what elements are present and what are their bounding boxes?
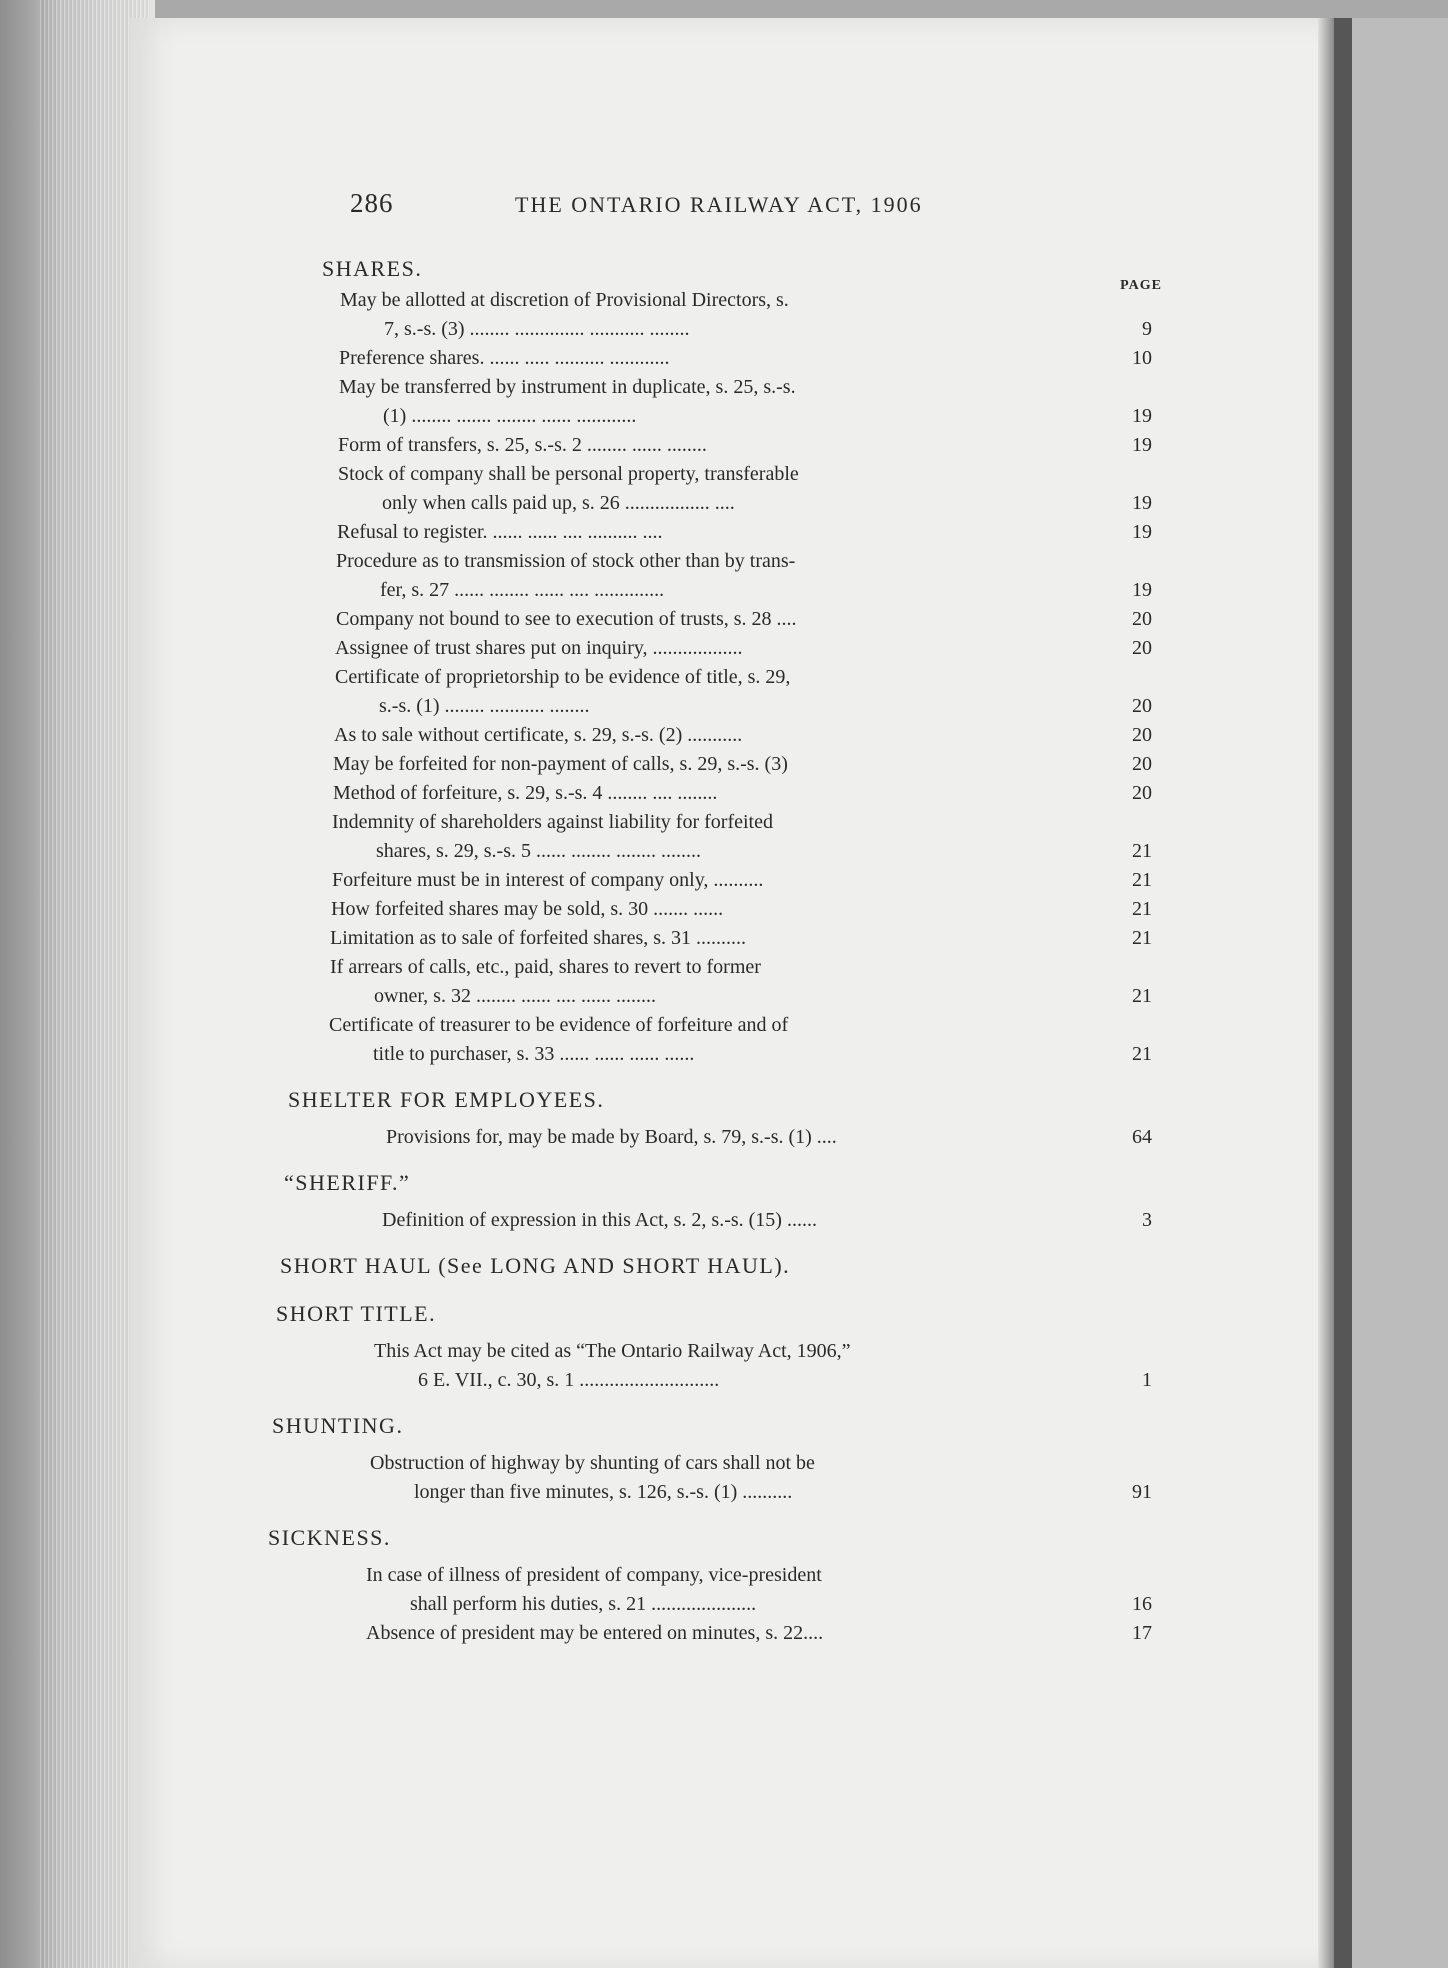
index-entry [322,866,1162,895]
index-entry [322,1449,1162,1507]
entry-text: Absence of president may be entered on minutes, s. 22.... [366,1622,824,1644]
entry-continuation: owner, s. 32 ........ ...... .... ...... ........ [374,985,656,1007]
section-heading: SHORT HAUL (See LONG AND SHORT HAUL). [280,1253,791,1278]
entry-text: Obstruction of highway by shunting of cars shall not be [370,1452,815,1474]
index-content [268,252,1162,1648]
index-section [268,1521,1162,1648]
entry-text: Assignee of trust shares put on inquiry, .................. [335,637,743,659]
entry-text: Procedure as to transmission of stock other than by trans- [336,550,796,572]
index-entry [322,750,1162,779]
entry-continuation: 7, s.-s. (3) ........ .............. ........... ........ [384,318,690,340]
entry-text: Definition of expression in this Act, s. 2, s.-s. (15) ...... [382,1209,817,1231]
entry-page-number: 19 [1132,434,1152,456]
entry-continuation: only when calls paid up, s. 26 ................. .... [382,492,735,514]
scan-top-edge [0,0,1448,18]
entry-page-number: 1 [1142,1369,1152,1391]
entry-text: Stock of company shall be personal property, transferable [338,463,799,485]
entry-page-number: 20 [1132,637,1152,659]
section-heading: SHARES. [322,256,423,281]
entry-text: If arrears of calls, etc., paid, shares to revert to former [330,956,761,978]
entry-text: As to sale without certificate, s. 29, s.-s. (2) ........... [334,724,743,746]
index-entry [322,953,1162,1011]
index-entry [322,431,1162,460]
entry-page-number: 64 [1132,1126,1152,1148]
entry-page-number: 19 [1132,521,1152,543]
entry-page-number: 91 [1132,1481,1152,1503]
entry-text: Company not bound to see to execution of trusts, s. 28 .... [336,608,797,630]
entry-page-number: 16 [1132,1593,1152,1615]
entry-text: This Act may be cited as “The Ontario Railway Act, 1906,” [374,1340,851,1362]
entry-page-number: 3 [1142,1209,1152,1231]
entry-text: May be transferred by instrument in duplicate, s. 25, s.-s. [339,376,796,398]
index-entry [322,286,1162,344]
index-section [288,1083,1162,1152]
index-entry [322,808,1162,866]
book-spine-bar [1334,18,1352,1968]
index-entry [322,721,1162,750]
index-section [280,1249,1162,1283]
entry-text: In case of illness of president of company, vice-president [366,1564,822,1586]
entry-page-number: 21 [1132,1043,1152,1065]
entry-text: May be allotted at discretion of Provisional Directors, s. [340,289,789,311]
page-number: 286 [350,188,394,218]
entry-page-number: 20 [1132,724,1152,746]
index-entry [322,1206,1162,1235]
entry-page-number: 20 [1132,695,1152,717]
entry-page-number: 20 [1132,608,1152,630]
entry-page-number: 17 [1132,1622,1152,1644]
entry-page-number: 21 [1132,985,1152,1007]
entry-page-number: 19 [1132,492,1152,514]
entry-page-number: 20 [1132,753,1152,775]
entry-continuation: shall perform his duties, s. 21 ..................... [410,1593,757,1615]
running-title: THE ONTARIO RAILWAY ACT, 1906 [515,192,923,217]
entry-continuation: fer, s. 27 ...... ........ ...... .... .............. [380,579,665,601]
entry-text: Indemnity of shareholders against liability for forfeited [332,811,773,833]
index-section [322,252,1162,1069]
entry-continuation: longer than five minutes, s. 126, s.-s. (1) .......... [414,1481,793,1503]
section-heading: SICKNESS. [268,1525,391,1550]
page-gutter-shadow [1318,18,1334,1968]
index-entry [322,924,1162,953]
index-entry [322,344,1162,373]
section-heading: SHELTER FOR EMPLOYEES. [288,1087,605,1112]
index-entry [322,1561,1162,1619]
index-section [276,1297,1162,1395]
entry-text: How forfeited shares may be sold, s. 30 ....... ...... [331,898,724,920]
section-heading: SHUNTING. [272,1413,404,1438]
index-entry [322,518,1162,547]
section-heading: “SHERIFF.” [284,1170,411,1195]
entry-text: May be forfeited for non-payment of calls, s. 29, s.-s. (3) [333,753,788,775]
index-entry [322,663,1162,721]
entry-text: Provisions for, may be made by Board, s. 79, s.-s. (1) .... [386,1126,837,1148]
entry-text: Refusal to register. ...... ...... .... .......... .... [337,521,663,543]
scan-right-margin [1352,18,1448,1968]
entry-text: Limitation as to sale of forfeited shares, s. 31 .......... [330,927,747,949]
entry-continuation: (1) ........ ....... ........ ...... ............ [383,405,637,427]
index-entry [322,1619,1162,1648]
entry-text: Certificate of proprietorship to be evidence of title, s. 29, [335,666,791,688]
entry-page-number: 20 [1132,782,1152,804]
index-entry [322,373,1162,431]
page-column-label: PAGE [1120,278,1162,293]
entry-text: Method of forfeiture, s. 29, s.-s. 4 ........ .... ........ [333,782,718,804]
entry-text: Preference shares. ...... ..... .......... ............ [339,347,670,369]
entry-continuation: shares, s. 29, s.-s. 5 ...... ........ ........ ........ [376,840,701,862]
entry-page-number: 21 [1132,927,1152,949]
index-entry [322,1123,1162,1152]
index-section [284,1166,1162,1235]
entry-continuation: s.-s. (1) ........ ........... ........ [379,695,590,717]
entry-page-number: 21 [1132,898,1152,920]
index-entry [322,605,1162,634]
entry-page-number: 10 [1132,347,1152,369]
running-head [350,188,1010,224]
entry-page-number: 21 [1132,840,1152,862]
entry-page-number: 19 [1132,405,1152,427]
entry-text: Form of transfers, s. 25, s.-s. 2 ........ ...... ........ [338,434,707,456]
entry-continuation: 6 E. VII., c. 30, s. 1 ............................ [418,1369,720,1391]
entry-page-number: 9 [1142,318,1152,340]
entry-page-number: 19 [1132,579,1152,601]
index-section [272,1409,1162,1507]
index-entry [322,634,1162,663]
index-entry [322,779,1162,808]
index-entry [322,895,1162,924]
index-entry [322,1337,1162,1395]
entry-text: Forfeiture must be in interest of company only, .......... [332,869,764,891]
index-entry [322,1011,1162,1069]
entry-text: Certificate of treasurer to be evidence of forfeiture and of [329,1014,789,1036]
section-heading: SHORT TITLE. [276,1301,437,1326]
entry-continuation: title to purchaser, s. 33 ...... ...... ...... ...... [373,1043,695,1065]
index-entry [322,547,1162,605]
index-entry [322,460,1162,518]
entry-page-number: 21 [1132,869,1152,891]
